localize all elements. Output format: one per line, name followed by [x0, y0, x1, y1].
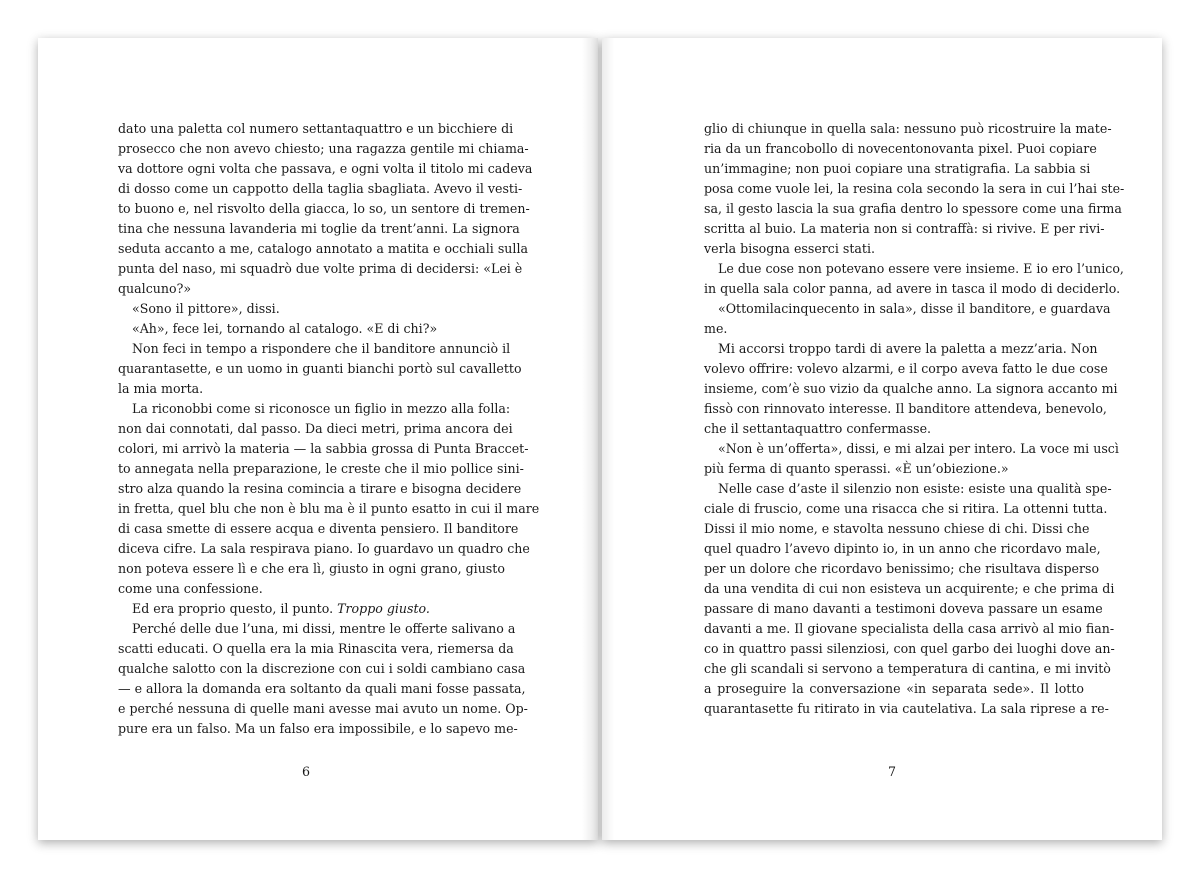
text-line: pure era un falso. Ma un falso era impossibile, e lo sapevo me- — [118, 721, 518, 736]
text-line: qualcuno?» — [118, 281, 192, 296]
text-line: quel quadro l’avevo dipinto io, in un anno che ricordavo male, — [704, 541, 1101, 556]
text-line: La riconobbi come si riconosce un figlio in mezzo alla folla: — [132, 401, 511, 416]
text-line: colori, mi arrivò la materia — la sabbia grossa di Punta Braccet- — [118, 441, 529, 456]
text-line: Le due cose non potevano essere vere insieme. E io ero l’unico, — [718, 261, 1124, 276]
text-line: più ferma di quanto sperassi. «È un’obiezione.» — [704, 461, 1009, 476]
text-line: come una confessione. — [118, 581, 263, 596]
text-line: to annegata nella preparazione, le creste che il mio pollice sini- — [118, 461, 524, 476]
text-line: quarantasette, e un uomo in guanti bianchi portò sul cavalletto — [118, 361, 522, 376]
text-line: scatti educati. O quella era la mia Rinascita vera, riemersa da — [118, 641, 514, 656]
text-line: tina che nessuna lavanderia mi toglie da trent’anni. La signora — [118, 221, 520, 236]
text-line: la mia morta. — [118, 381, 204, 396]
text-line — [118, 599, 498, 619]
text-line: «Ottomilacinquecento in sala», disse il banditore, e guardava — [718, 301, 1111, 316]
text-line: di casa smette di essere acqua e diventa pensiero. Il banditore — [118, 521, 519, 536]
text-line: un’immagine; non puoi copiare una stratigrafia. La sabbia si — [704, 161, 1091, 176]
text-line: per un dolore che ricordavo benissimo; che risultava disperso — [704, 561, 1100, 576]
text-line: «Non è un’offerta», dissi, e mi alzai per intero. La voce mi uscì — [718, 441, 1119, 456]
text-line: to buono e, nel risvolto della giacca, lo so, un sentore di tremen- — [118, 201, 530, 216]
left-page-text — [118, 119, 540, 739]
text-line: che il settantaquattro confermasse. — [704, 421, 932, 436]
text-line: fissò con rinnovato interesse. Il banditore attendeva, benevolo, — [704, 401, 1107, 416]
text-line: co in quattro passi silenziosi, con quel garbo dei luoghi dove an- — [704, 641, 1115, 656]
text-line: «Ah», fece lei, tornando al catalogo. «E di chi?» — [132, 321, 438, 336]
text-line: ria da un francobollo di novecentonovanta pixel. Puoi copiare — [704, 141, 1097, 156]
text-line-start: Ed era proprio questo, il punto. — [132, 601, 338, 616]
text-line: scritta al buio. La materia non si contraffà: si rivive. E per rivi- — [704, 221, 1105, 236]
text-line: quarantasette fu ritirato in via cautelativa. La sala riprese a re- — [704, 701, 1109, 716]
text-line: a proseguire la conversazione «in separata sede». Il lotto — [704, 681, 1084, 696]
text-line: non dai connotati, dal passo. Da dieci metri, prima ancora dei — [118, 421, 513, 436]
text-line: Perché delle due l’una, mi dissi, mentre le offerte salivano a — [132, 621, 516, 636]
text-line: diceva cifre. La sala respirava piano. Io guardavo un quadro che — [118, 541, 530, 556]
text-line: stro alza quando la resina comincia a tirare e bisogna decidere — [118, 481, 522, 496]
text-line: punta del naso, mi squadrò due volte prima di decidersi: «Lei è — [118, 261, 523, 276]
text-line: verla bisogna esserci stati. — [704, 241, 876, 256]
text-line: posa come vuole lei, la resina cola secondo la sera in cui l’hai ste- — [704, 181, 1125, 196]
text-line: — e allora la domanda era soltanto da quali mani fosse passata, — [118, 681, 526, 696]
text-line: glio di chiunque in quella sala: nessuno può ricostruire la mate- — [704, 121, 1112, 136]
page-number: 6 — [301, 764, 310, 779]
text-line: Mi accorsi troppo tardi di avere la paletta a mezz’aria. Non — [718, 341, 1098, 356]
italic-phrase: Troppo giusto. — [337, 601, 430, 616]
text-line: non poteva essere lì e che era lì, giusto in ogni grano, giusto — [118, 561, 505, 576]
text-line: prosecco che non avevo chiesto; una ragazza gentile mi chiama- — [118, 141, 529, 156]
text-line: insieme, com’è suo vizio da qualche anno. La signora accanto mi — [704, 381, 1118, 396]
right-page — [602, 38, 1162, 840]
text-line: che gli scandali si servono a temperatura di cantina, e mi invitò — [704, 661, 1111, 676]
text-line: di dosso come un cappotto della taglia sbagliata. Avevo il vesti- — [118, 181, 523, 196]
text-line: va dottore ogni volta che passava, e ogni volta il titolo mi cadeva — [118, 161, 533, 176]
text-line: me. — [704, 321, 728, 336]
text-line: dato una paletta col numero settantaquattro e un bicchiere di — [118, 121, 514, 136]
left-page — [38, 38, 598, 840]
text-line: Nelle case d’aste il silenzio non esiste: esiste una qualità spe- — [718, 481, 1112, 496]
page-number: 7 — [887, 764, 896, 779]
text-line: volevo offrire: volevo alzarmi, e il corpo aveva fatto le due cose — [704, 361, 1108, 376]
text-line: sa, il gesto lascia la sua grafia dentro lo spessore come una firma — [704, 201, 1122, 216]
text-line: qualche salotto con la discrezione con cui i soldi cambiano casa — [118, 661, 526, 676]
text-line: in fretta, quel blu che non è blu ma è il punto esatto in cui il mare — [118, 501, 540, 516]
text-line: passare di mano davanti a testimoni doveva passare un esame — [704, 601, 1103, 616]
text-line: ciale di fruscio, come una risacca che si ritira. La ottenni tutta. — [704, 501, 1108, 516]
gutter-shadow — [582, 38, 598, 840]
text-line: «Sono il pittore», dissi. — [132, 301, 280, 316]
text-line: seduta accanto a me, catalogo annotato a matita e occhiali sulla — [118, 241, 528, 256]
text-line: in quella sala color panna, ad avere in tasca il modo di deciderlo. — [704, 281, 1121, 296]
text-line: da una vendita di cui non esisteva un acquirente; e che prima di — [704, 581, 1115, 596]
text-line: Non feci in tempo a rispondere che il banditore annunciò il — [132, 341, 511, 356]
text-line: Dissi il mio nome, e stavolta nessuno chiese di chi. Dissi che — [704, 521, 1090, 536]
text-line: e perché nessuna di quelle mani avesse mai avuto un nome. Op- — [118, 701, 528, 716]
text-line: davanti a me. Il giovane specialista della casa arrivò al mio fian- — [704, 621, 1115, 636]
right-page-text — [704, 119, 1125, 719]
gutter-shadow — [602, 38, 614, 840]
